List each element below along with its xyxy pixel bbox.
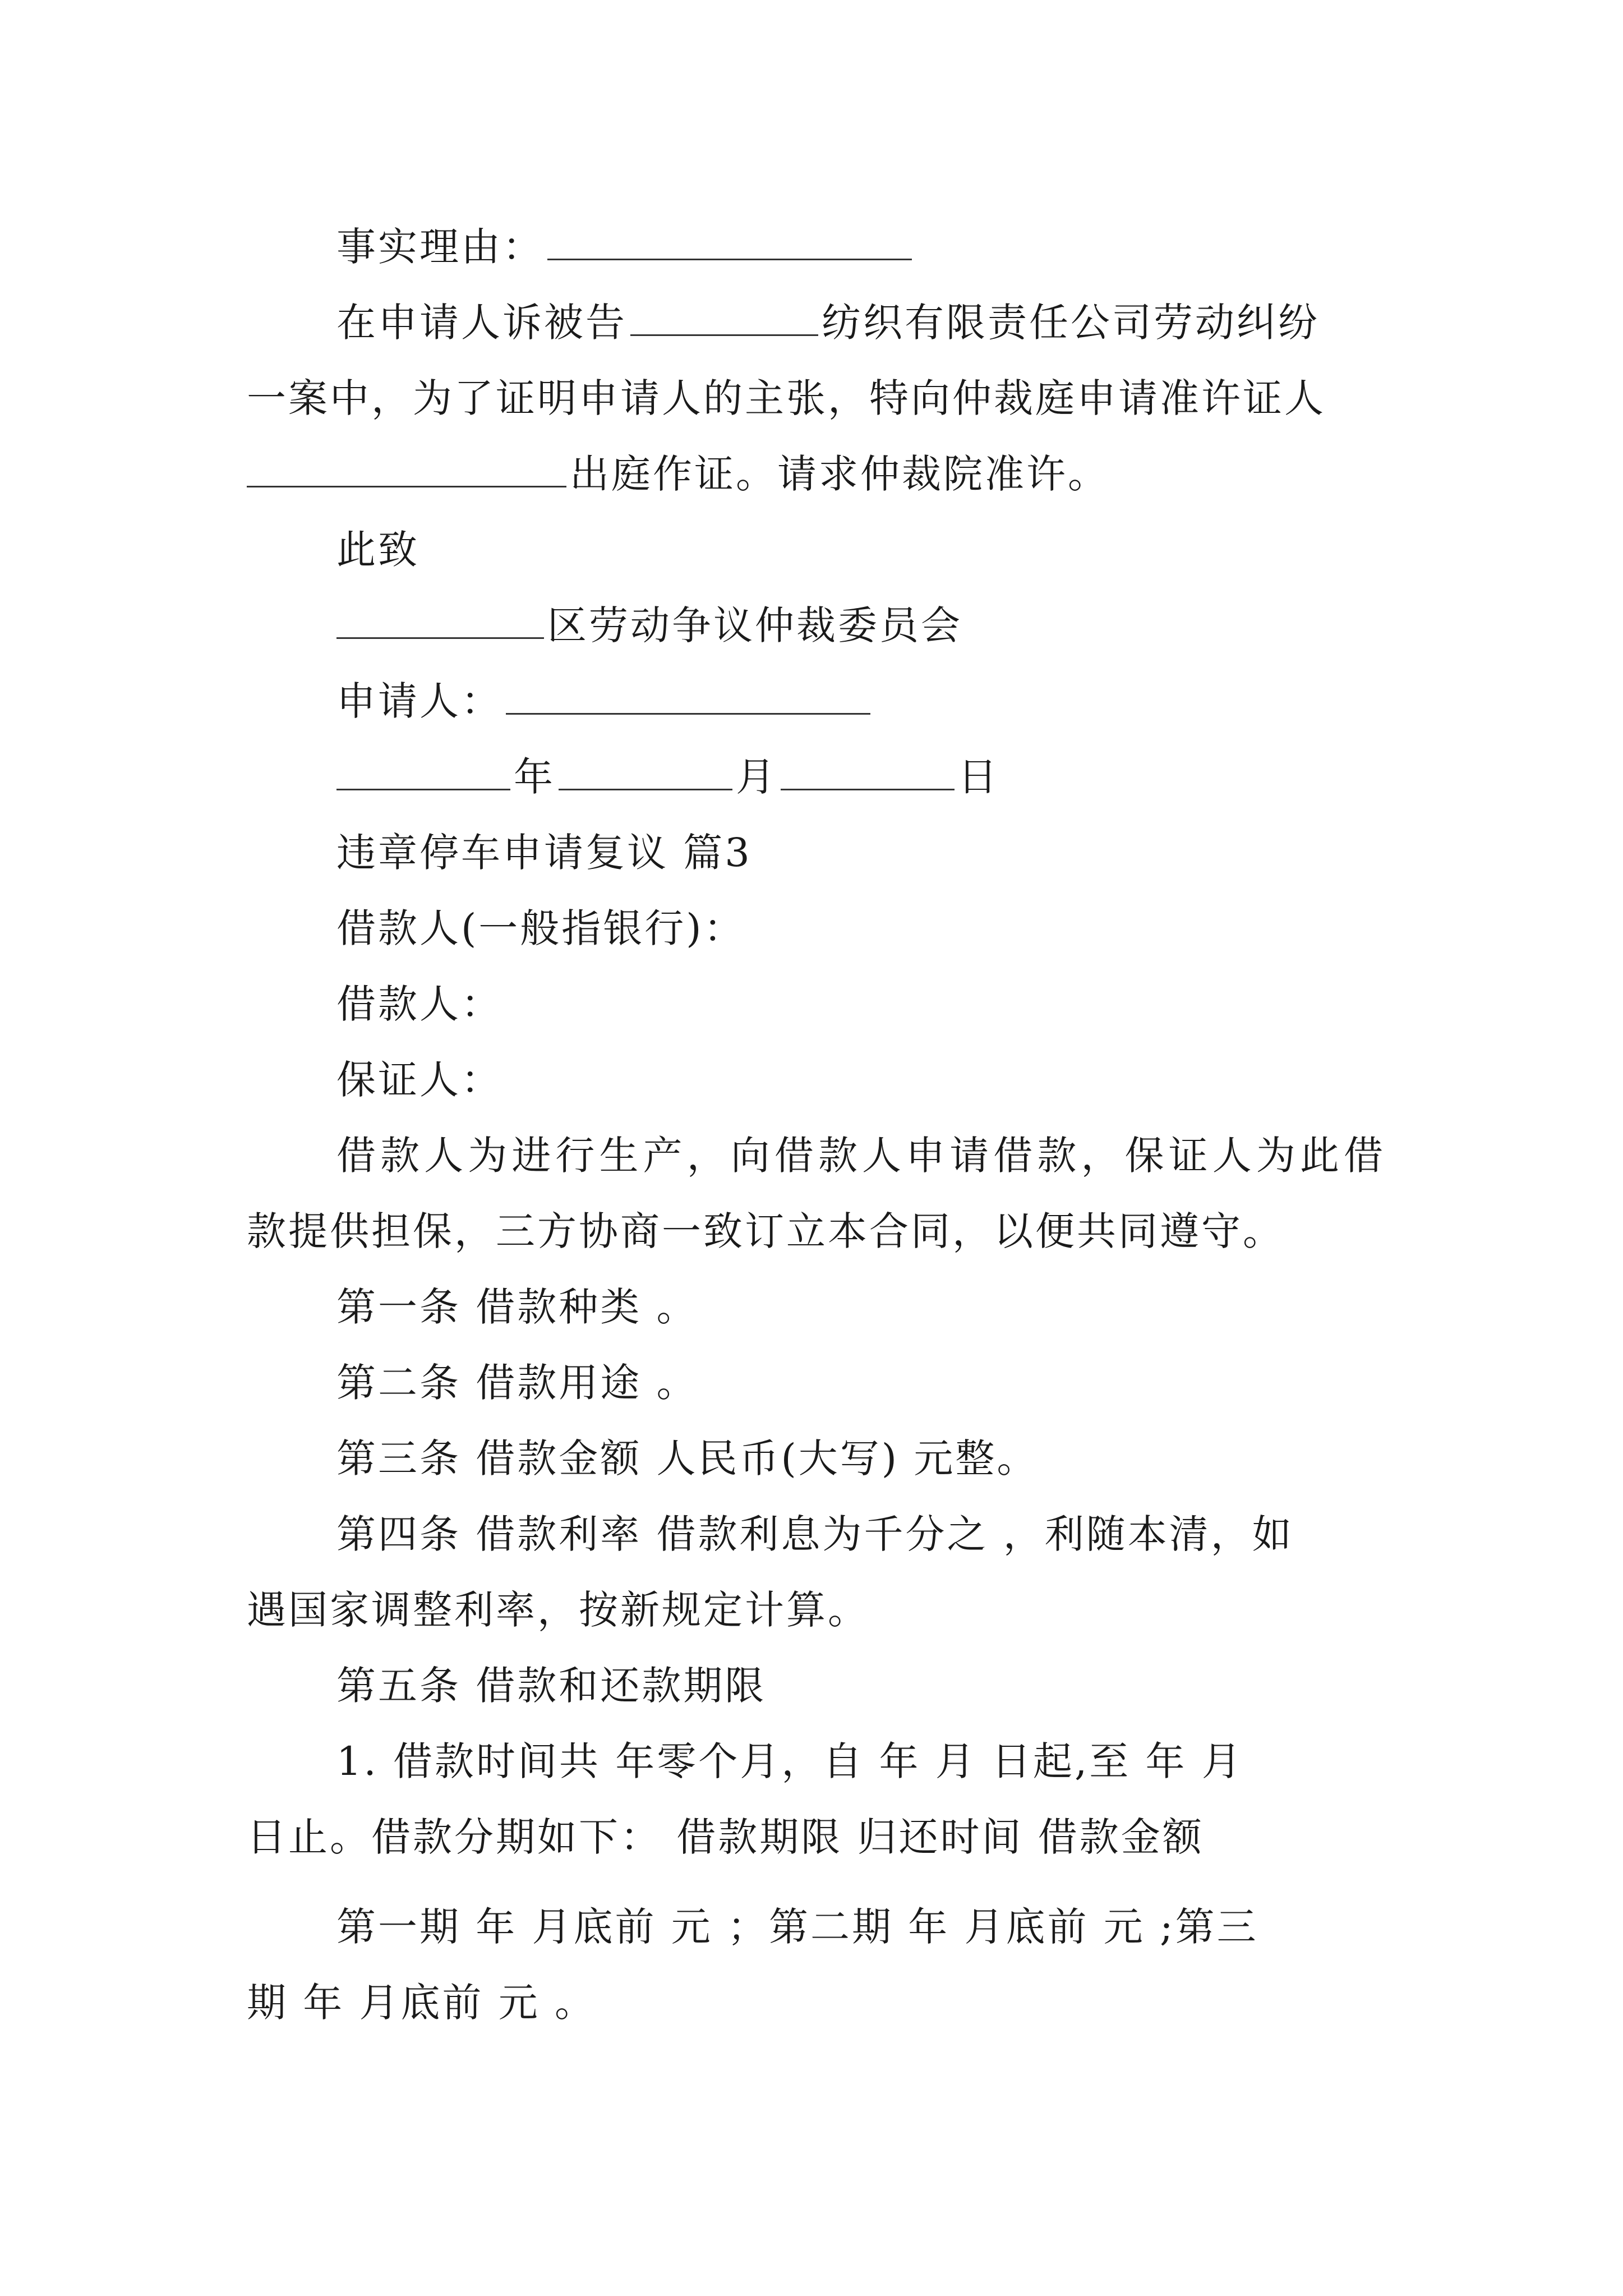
paragraph-line: [336, 1902, 1385, 1952]
blank-line: [336, 754, 510, 790]
text: 借款人(一般指银行)：: [336, 905, 745, 951]
blank-line: [630, 300, 818, 336]
party-line: [336, 1055, 1385, 1105]
text: 借款人为进行生产，向借款人申请借款，保证人为此借: [336, 1133, 1385, 1179]
year-label: 年: [514, 754, 555, 800]
paragraph-line: [336, 1736, 1385, 1787]
text: 第五条 借款和还款期限: [336, 1663, 767, 1709]
text: 保证人：: [336, 1057, 502, 1103]
text: 区劳动争议仲裁委员会: [547, 602, 962, 648]
salutation-line: [336, 524, 1385, 575]
facts-reason-label: 事实理由：: [336, 224, 544, 270]
text: 第一期 年 月底前 元 ；第二期 年 月底前 元 ;第三: [336, 1904, 1258, 1950]
text: 第三条 借款金额 人民币(大写) 元整。: [336, 1435, 1039, 1481]
facts-reason-line: [336, 222, 1385, 272]
paragraph-line: [247, 1812, 1385, 1862]
paragraph-line: [247, 1977, 1385, 2028]
article-line: [336, 1509, 1385, 1559]
party-line: [336, 979, 1385, 1029]
text: 出庭作证。请求仲裁院准许。: [570, 451, 1109, 497]
blank-line: [336, 602, 544, 639]
text: 借款人：: [336, 981, 502, 1027]
applicant-line: [336, 676, 1385, 726]
article-line: [336, 1660, 1385, 1711]
party-line: [336, 903, 1385, 954]
paragraph-line: [247, 1206, 1385, 1257]
paragraph-line: [336, 1130, 1385, 1181]
text: 第一条 借款种类 。: [336, 1284, 698, 1330]
paragraph-line: [247, 373, 1385, 424]
text: 第二条 借款用途 。: [336, 1360, 698, 1406]
text: 此致: [336, 527, 419, 573]
recipient-line: [336, 600, 1385, 651]
blank-line: [547, 224, 912, 260]
section-heading: [336, 827, 1385, 878]
article-line: [336, 1358, 1385, 1408]
text: 期 年 月底前 元 。: [247, 1980, 597, 2026]
text: 一案中，为了证明申请人的主张，特向仲裁庭申请准许证人: [247, 375, 1326, 421]
month-label: 月: [736, 754, 777, 800]
article-line: [336, 1433, 1385, 1484]
paragraph-line: [336, 297, 1385, 348]
day-label: 日: [958, 754, 999, 800]
text: 遇国家调整利率，按新规定计算。: [247, 1587, 869, 1633]
blank-line: [559, 754, 732, 790]
article-line: [336, 1282, 1385, 1332]
paragraph-line: [247, 1585, 1385, 1635]
date-line: [336, 752, 1385, 802]
text: 纺织有限责任公司劳动纠纷: [822, 300, 1320, 346]
text: 违章停车申请复议 篇3: [336, 830, 752, 876]
text: 第四条 借款利率 借款利息为千分之 ，利随本清，如: [336, 1511, 1294, 1557]
blank-line: [247, 451, 566, 487]
blank-line: [781, 754, 955, 790]
text: 1. 借款时间共 年零个月，自 年 月 日起,至 年 月: [336, 1738, 1243, 1784]
text: 在申请人诉被告: [336, 300, 627, 346]
text: 日止。借款分期如下： 借款期限 归还时间 借款金额: [247, 1814, 1204, 1860]
paragraph-line: [247, 449, 1385, 499]
text: 款提供担保，三方协商一致订立本合同，以便共同遵守。: [247, 1208, 1284, 1254]
text: 申请人：: [336, 678, 502, 724]
blank-line: [506, 678, 870, 715]
